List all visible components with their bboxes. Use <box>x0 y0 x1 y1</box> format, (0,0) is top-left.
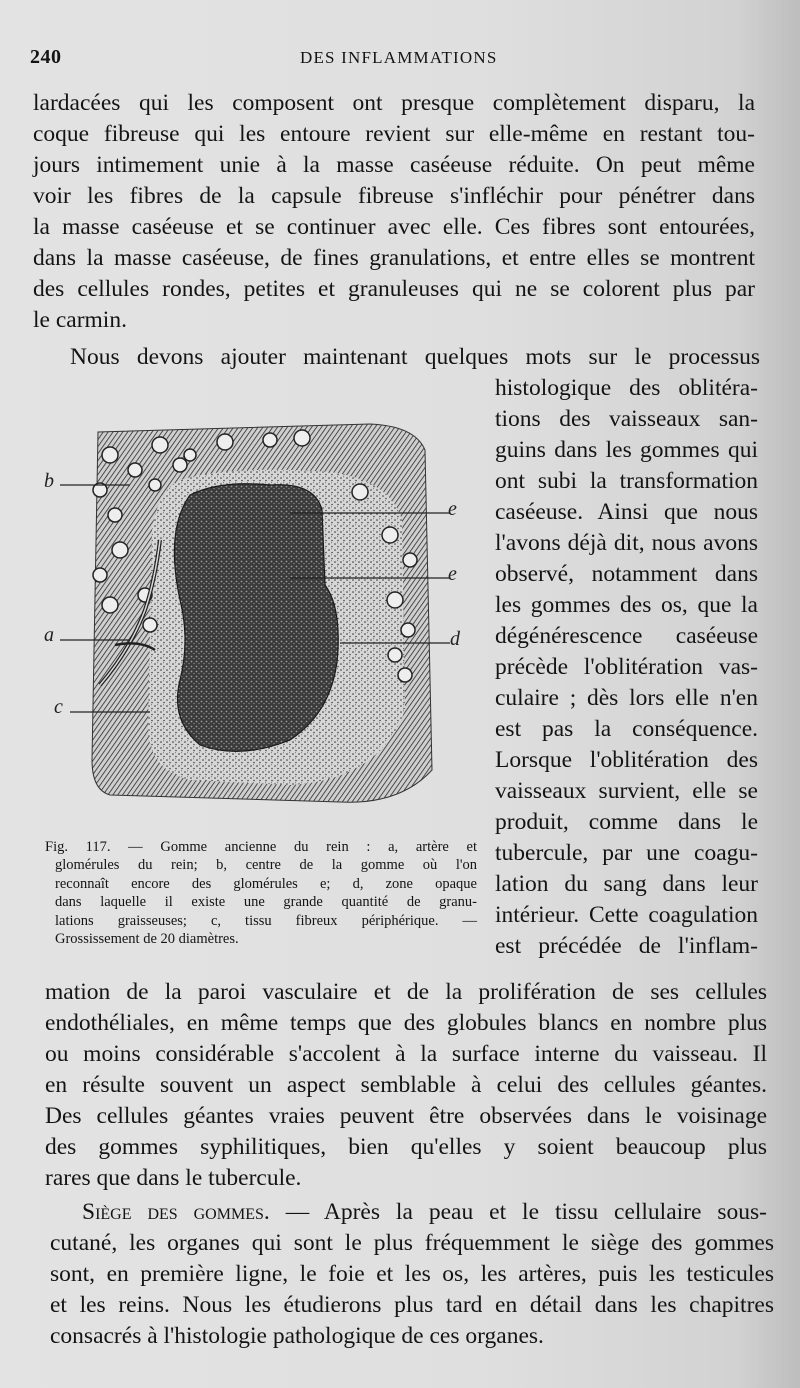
text-line: rares que dans le tubercule. <box>45 1165 302 1191</box>
text-line: dans la masse caséeuse, de fines granulations, et entre elles se montrent <box>33 245 755 271</box>
figure-caption <box>45 838 477 948</box>
text-line <box>82 1197 767 1227</box>
running-title: DES INFLAMMATIONS <box>300 48 498 67</box>
page-number: 240 <box>30 46 62 68</box>
caption-line: Fig. 117. — Gomme ancienne du rein : a, artère et <box>45 839 477 855</box>
text-line: lation du sang dans leur <box>495 871 758 897</box>
text-line: le carmin. <box>33 307 127 333</box>
text-line: Nous devons ajouter maintenant quelques mots sur le processus <box>70 344 760 370</box>
text-line: caséeuse. Ainsi que nous <box>495 499 758 525</box>
text-line: Des cellules géantes vraies peuvent être observées dans le voisinage <box>45 1103 767 1129</box>
text-line: intérieur. Cette coagulation <box>495 902 758 928</box>
caption-line: Grossissement de 20 diamètres. <box>55 931 239 948</box>
gumma-engraving <box>40 410 480 815</box>
text-line: la masse caséeuse et se continuer avec elle. Ces fibres sont entourées, <box>33 214 755 240</box>
text-line: et les reins. Nous les étudierons plus tard en détail dans les chapitres <box>50 1292 774 1318</box>
text-line: est précédée de l'inflam- <box>495 933 758 959</box>
caption-line: reconnaît encore des glomérules e; d, zone opaque <box>55 875 477 892</box>
text-line: consacrés à l'histologie pathologique de ces organes. <box>50 1323 544 1349</box>
text-line: ont subi la transformation <box>495 468 758 494</box>
caption-line: lations graisseuses; c, tissu fibreux périphérique. — <box>55 912 477 929</box>
text-line: coque fibreuse qui les entoure revient sur elle-même en restant tou- <box>33 121 755 147</box>
text-line: cutané, les organes qui sont le plus fréquemment le siège des gommes <box>50 1230 774 1256</box>
figure-label-c: c <box>54 696 63 718</box>
histology-figure <box>40 410 480 815</box>
text-line: Lorsque l'oblitération des <box>495 747 758 773</box>
figure-label-e: e <box>448 563 457 585</box>
text-line: ou moins considérable s'accolent à la surface interne du vaisseau. Il <box>45 1041 767 1067</box>
text-line: des cellules rondes, petites et granuleuses qui ne se colorent plus par <box>33 276 755 302</box>
text-line: tubercule, par une coagu- <box>495 840 758 866</box>
figure-label-d: d <box>450 628 460 650</box>
text-line: les gommes des os, que la <box>495 592 758 618</box>
text-line: dégénérescence caséeuse <box>495 623 758 649</box>
text-line: endothéliales, en même temps que des globules blancs en nombre plus <box>45 1010 767 1036</box>
caption-line: dans laquelle il existe une grande quantité de granu- <box>55 894 477 911</box>
section-heading: Siège des gommes. <box>82 1199 270 1225</box>
figure-label-a: a <box>44 624 54 646</box>
text-line: guins dans les gommes qui <box>495 437 758 463</box>
text-line: précède l'oblitération vas- <box>495 654 758 680</box>
figure-label-e: e <box>448 498 457 520</box>
text-line: vaisseaux survient, elle se <box>495 778 758 804</box>
caption-line: glomérules du rein; b, centre de la gomme où l'on <box>55 857 477 874</box>
text-line: mation de la paroi vasculaire et de la prolifération de ses cellules <box>45 979 767 1005</box>
text-line: voir les fibres de la capsule fibreuse s'infléchir pour pénétrer dans <box>33 183 755 209</box>
text-line: jours intimement unie à la masse caséeuse réduite. On peut même <box>33 152 755 178</box>
text-line: culaire ; dès lors elle n'en <box>495 685 758 711</box>
text-line: histologique des oblitéra- <box>495 375 758 401</box>
text-line: l'avons déjà dit, nous avons <box>495 530 758 556</box>
text-run: — Après la peau et le tissu cellulaire sous- <box>269 1199 767 1225</box>
text-line: en résulte souvent un aspect semblable à celui des cellules géantes. <box>45 1072 767 1098</box>
text-line: observé, notamment dans <box>495 561 758 587</box>
text-line: lardacées qui les composent ont presque complètement disparu, la <box>33 90 755 116</box>
figure-label-b: b <box>44 470 54 492</box>
text-line: des gommes syphilitiques, bien qu'elles y soient beaucoup plus <box>45 1134 767 1160</box>
text-line: tions des vaisseaux san- <box>495 406 758 432</box>
text-line: produit, comme dans le <box>495 809 758 835</box>
text-line: sont, en première ligne, le foie et les os, les artères, puis les testicules <box>50 1261 774 1287</box>
text-line: est pas la conséquence. <box>495 716 758 742</box>
